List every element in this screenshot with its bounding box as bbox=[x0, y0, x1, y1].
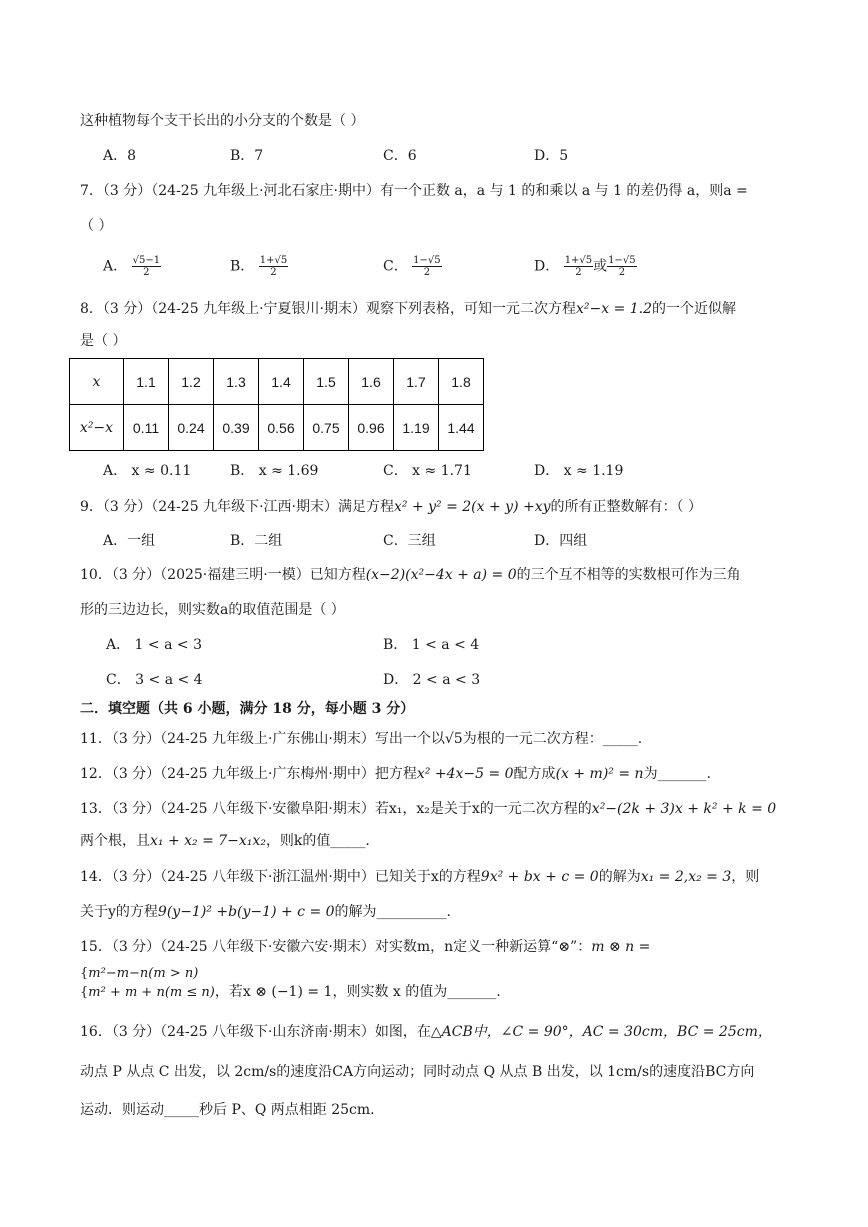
table-cell: 1.5 bbox=[304, 359, 349, 405]
table-cell: 0.75 bbox=[304, 405, 349, 451]
q8-stem-line2: 是（ ） bbox=[80, 333, 127, 349]
q7-stem-line1: 7．（3 分）（24-25 九年级上·河北石家庄·期中）有一个正数 a，a 与 1 的和乘以 a 与 1 的差仍得 a，则a = bbox=[80, 183, 748, 199]
q10-option-c: C． 3 < a < 4 bbox=[106, 672, 203, 688]
q7-option-a: A． $\frac{√5-1}{2}$ bbox=[103, 255, 161, 278]
table-cell: 1.19 bbox=[394, 405, 439, 451]
q14-stem-line1: 14．（3 分）（24-25 八年级下·浙江温州·期中）已知关于x的方程9x² + bx + c = 0的解为x₁ = 2,x₂ = 3，则 bbox=[80, 869, 760, 885]
table-cell: 1.6 bbox=[349, 359, 394, 405]
q16-stem-line2: 动点 P 从点 C 出发，以 2cm/s的速度沿CA方向运动；同时动点 Q 从点 B 出发，以 1cm/s的速度沿BC方向 bbox=[80, 1064, 755, 1080]
table-row bbox=[70, 359, 484, 405]
q9-option-b: B．二组 bbox=[230, 533, 283, 549]
q10-stem-line1: 10．（3 分）（2025·福建三明·一模）已知方程(x−2)(x²−4x + a) = 0的三个互不相等的实数根可作为三角 bbox=[80, 567, 741, 583]
q6-stem-tail: 这种植物每个支干长出的小分支的个数是（ ） bbox=[80, 113, 365, 129]
q8-stem-line1: 8．（3 分）（24-25 九年级上·宁夏银川·期末）观察下列表格，可知一元二次方程x²−x = 1.2的一个近似解 bbox=[80, 301, 737, 317]
q6-option-a: A．8 bbox=[103, 148, 137, 164]
table-cell: 1.3 bbox=[214, 359, 259, 405]
q13-stem-line1: 13．（3 分）（24-25 八年级下·安徽阜阳·期末）若x₁，x₂是关于x的一元二次方程的x²−(2k + 3)x + k² + k = 0 bbox=[80, 801, 777, 817]
q7-option-c: C． $\frac{1-√5}{2}$ bbox=[383, 255, 441, 278]
q10-option-b: B． 1 < a < 4 bbox=[383, 637, 480, 653]
q9-option-d: D．四组 bbox=[534, 533, 588, 549]
q16-stem-line1: 16．（3 分）（24-25 八年级下·山东济南·期末）如图，在△ACB中，∠C = 90°，AC = 30cm，BC = 25cm， bbox=[80, 1024, 772, 1040]
table-cell: 1.44 bbox=[439, 405, 484, 451]
q7-option-b: B． $\frac{1+√5}{2}$ bbox=[230, 255, 288, 278]
q15-stem-line1: 15．（3 分）（24-25 八年级下·安徽六安·期末）对实数m，n定义一种新运算“⊗”：m ⊗ n = bbox=[80, 939, 651, 955]
table-cell: 1.8 bbox=[439, 359, 484, 405]
q8-value-table bbox=[69, 358, 484, 451]
table-cell: 0.24 bbox=[169, 405, 214, 451]
q7-option-d: D． $\frac{1+√5}{2}$ 或 $\frac{1-√5}{2}$ bbox=[534, 255, 636, 278]
table-cell: 0.11 bbox=[124, 405, 169, 451]
q7-stem-line2: （ ） bbox=[80, 218, 113, 234]
table-cell: 0.39 bbox=[214, 405, 259, 451]
q9-stem: 9．（3 分）（24-25 九年级下·江西·期末）满足方程x² + y² = 2(x + y) +xy的所有正整数解有：（ ） bbox=[80, 499, 702, 515]
q8-option-c: C． x ≈ 1.71 bbox=[383, 463, 472, 479]
q10-option-a: A． 1 < a < 3 bbox=[106, 637, 202, 653]
table-cell: 0.56 bbox=[259, 405, 304, 451]
table-cell: 1.2 bbox=[169, 359, 214, 405]
q16-stem-line3: 运动．则运动_____秒后 P、Q 两点相距 25cm. bbox=[80, 1102, 375, 1118]
q6-option-d: D．5 bbox=[534, 148, 569, 164]
table-cell: 1.7 bbox=[394, 359, 439, 405]
q8-option-d: D． x ≈ 1.19 bbox=[534, 463, 624, 479]
section-heading: 二．填空题（共 6 小题，满分 18 分，每小题 3 分） bbox=[80, 701, 415, 717]
table-cell: 1.1 bbox=[124, 359, 169, 405]
q11-stem: 11．（3 分）（24-25 九年级上·广东佛山·期末）写出一个以√5为根的一元二次方程：_____. bbox=[80, 731, 643, 747]
q14-stem-line2: 关于y的方程9(y−1)² +b(y−1) + c = 0的解为__________. bbox=[80, 904, 451, 920]
q9-option-c: C．三组 bbox=[383, 533, 436, 549]
table-header-cell: x bbox=[70, 359, 124, 405]
table-row bbox=[70, 405, 484, 451]
q10-option-d: D． 2 < a < 3 bbox=[383, 672, 481, 688]
q9-option-a: A．一组 bbox=[103, 533, 156, 549]
table-header-cell: x²−x bbox=[70, 405, 124, 451]
table-cell: 1.4 bbox=[259, 359, 304, 405]
q8-option-a: A． x ≈ 0.11 bbox=[103, 463, 192, 479]
q10-stem-line2: 形的三边边长，则实数a的取值范围是（ ） bbox=[80, 602, 345, 618]
q6-option-b: B．7 bbox=[230, 148, 264, 164]
q15-piecewise-case1: {m²−m−n(m > n) bbox=[80, 966, 199, 981]
table-cell: 0.96 bbox=[349, 405, 394, 451]
q12-stem: 12．（3 分）（24-25 九年级上·广东梅州·期中）把方程x² +4x−5 = 0配方成(x + m)² = n为_______. bbox=[80, 766, 712, 782]
q8-option-b: B． x ≈ 1.69 bbox=[230, 463, 319, 479]
q13-stem-line2: 两个根，且x₁ + x₂ = 7−x₁x₂，则k的值_____. bbox=[80, 833, 370, 849]
q6-option-c: C．6 bbox=[383, 148, 417, 164]
q15-piecewise-case2: {m² + m + n(m ≤ n)，若x ⊗ (−1) = 1，则实数 x 的值为_______. bbox=[80, 984, 501, 1000]
